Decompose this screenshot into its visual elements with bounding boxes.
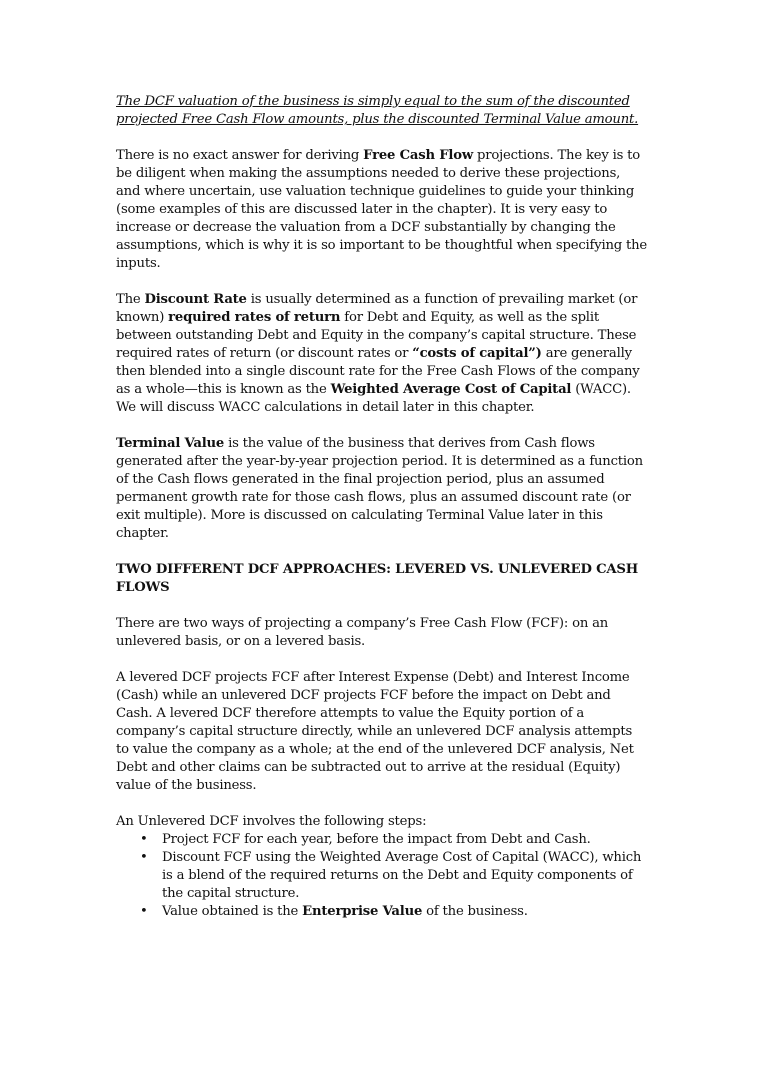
free-cash-flow-term: Free Cash Flow [363,148,473,163]
terminal-value-term: Terminal Value [116,436,225,451]
discount-rate-paragraph [116,291,648,417]
text-span: for Debt and Equity, as well as the split between outstanding Debt and Equity in the company’s capital structure. These required rates of return (or discount rates or [116,310,637,361]
text-span: are generally then blended into a single discount rate for the Free Cash Flows of the company as a whole—this is known as the [116,346,640,397]
text-span: The [116,292,145,307]
bullet-icon: • [140,832,148,847]
two-ways-paragraph: There are two ways of projecting a company’s Free Cash Flow (FCF): on an unlevered basis, or on a levered basis. [116,616,609,649]
list-item [116,849,648,903]
steps-list [116,831,648,921]
step-text: Project FCF for each year, before the impact from Debt and Cash. [162,832,591,847]
required-rates-term: required rates of return [168,310,341,325]
enterprise-value-term: Enterprise Value [302,904,423,919]
text-span: (WACC). We will discuss WACC calculations in detail later in this chapter. [116,382,631,415]
list-item [116,903,648,921]
step-text: Value obtained is the [162,904,303,919]
wacc-term: Weighted Average Cost of Capital [330,382,572,397]
costs-of-capital-term: “costs of capital”) [412,346,542,361]
intro-statement: The DCF valuation of the business is simply equal to the sum of the discounted projected Free Cash Flow amounts, plus the discounted Terminal Value amount. [116,94,639,127]
step-text: of the business. [422,904,528,919]
free-cash-flow-paragraph [116,147,648,273]
text-span: There is no exact answer for deriving [116,148,364,163]
section-heading: TWO DIFFERENT DCF APPROACHES: LEVERED VS. UNLEVERED CASH FLOWS [116,562,638,595]
text-span: is usually determined as a function of prevailing market (or known) [116,292,638,325]
bullet-icon: • [140,850,148,865]
step-text: Discount FCF using the Weighted Average Cost of Capital (WACC), which is a blend of the required returns on the Debt and Equity components of the capital structure. [162,850,642,901]
steps-lead: An Unlevered DCF involves the following steps: [116,814,427,829]
text-span: projections. The key is to be diligent when making the assumptions needed to derive these projections, and where uncertain, use valuation technique guidelines to guide your thinking (some examples of this are discussed later in the chapter). It is very easy to increase or decrease the valuation from a DCF substantially by changing the assumptions, which is why it is so important to be thoughtful when specifying the inputs. [116,148,648,271]
levered-unlevered-paragraph: A levered DCF projects FCF after Interest Expense (Debt) and Interest Income (Cash) while an unlevered DCF projects FCF before the impact on Debt and Cash. A levered DCF therefore attempts to value the Equity portion of a company’s capital structure directly, while an unlevered DCF analysis attempts to value the company as a whole; at the end of the unlevered DCF analysis, Net Debt and other claims can be subtracted out to arrive at the residual (Equity) value of the business. [116,670,634,793]
bullet-icon: • [140,904,148,919]
list-item [116,831,648,849]
document-page [116,93,648,921]
discount-rate-term: Discount Rate [144,292,247,307]
text-span: is the value of the business that derives from Cash flows generated after the year-by-year projection period. It is determined as a function of the Cash flows generated in the final projection period, plus an assumed permanent growth rate for those cash flows, plus an assumed discount rate (or exit multiple). More is discussed on calculating Terminal Value later in this chapter. [116,436,643,541]
terminal-value-paragraph [116,435,648,543]
